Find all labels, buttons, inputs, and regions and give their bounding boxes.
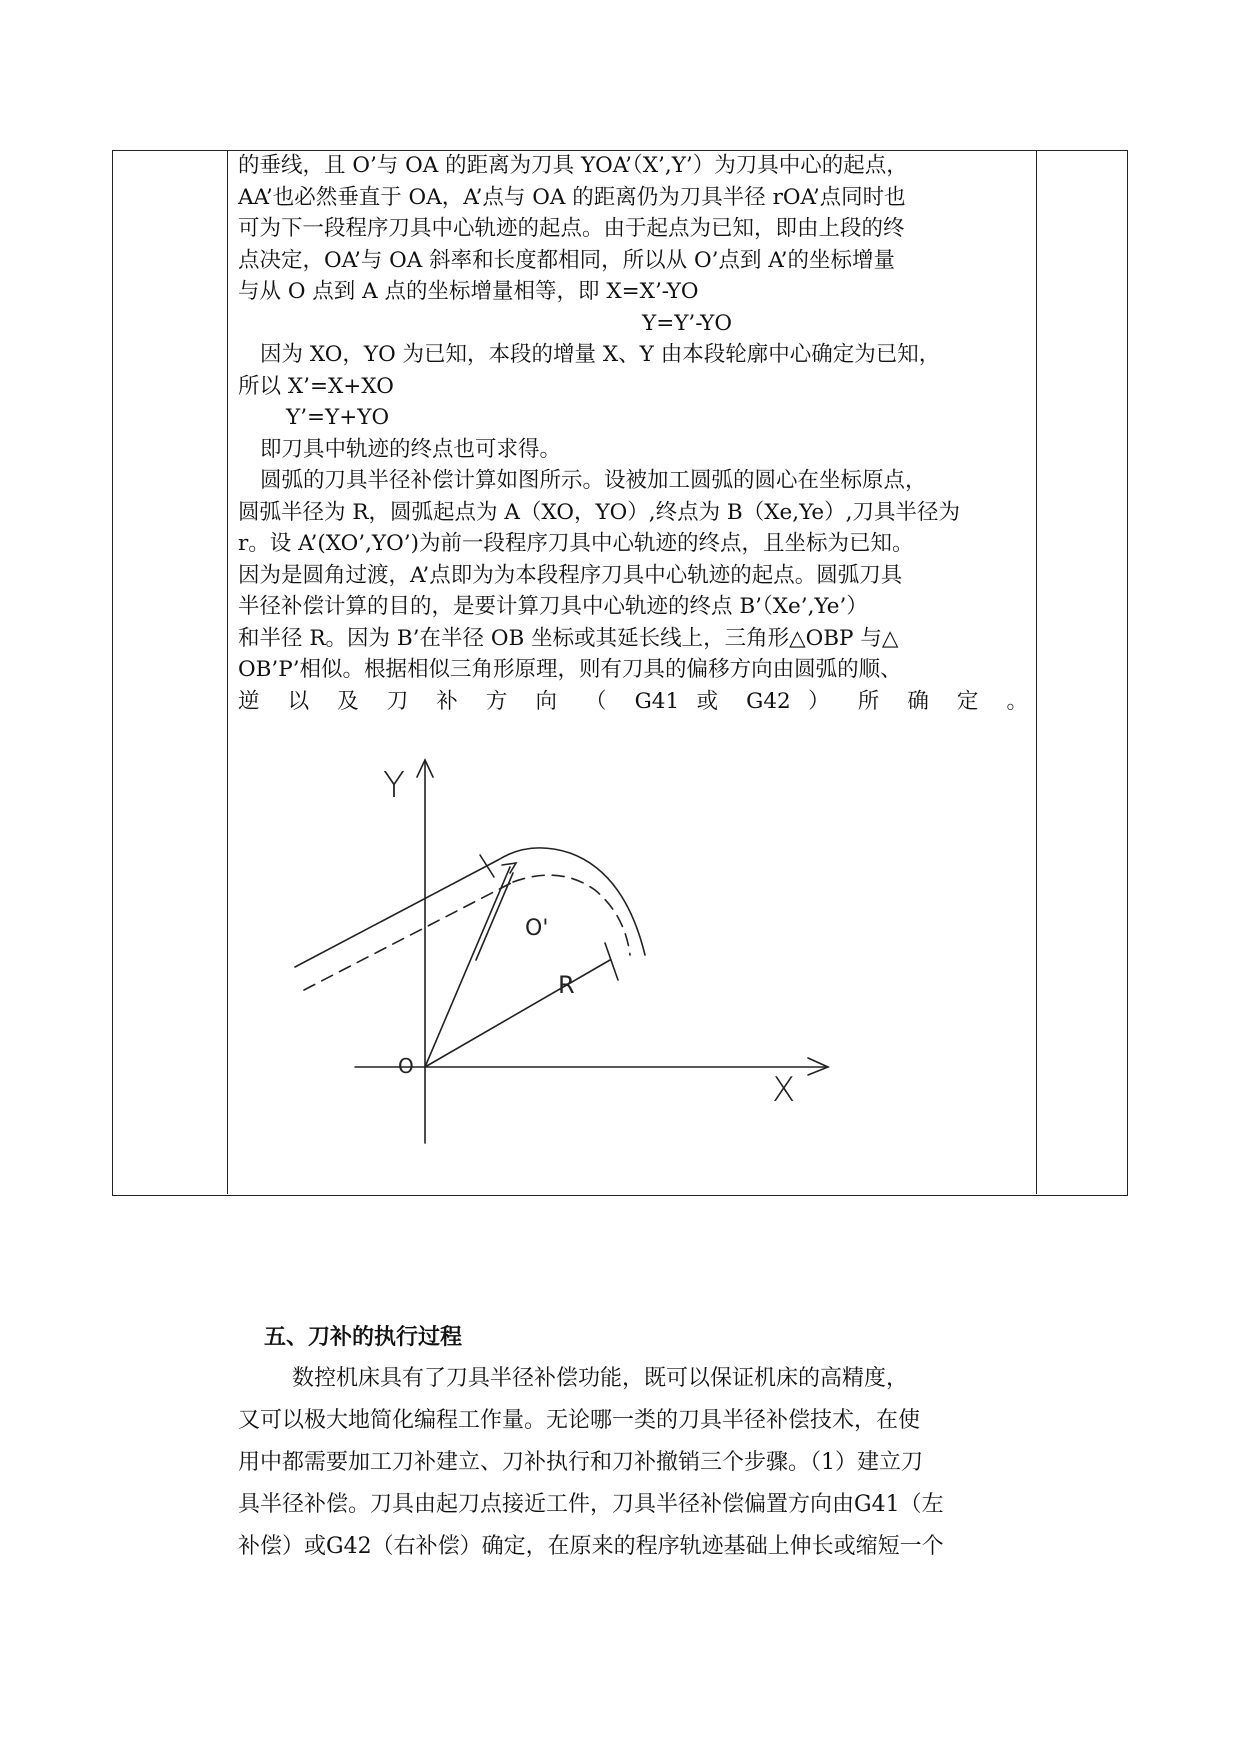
tool-center-path: [295, 860, 498, 967]
section-heading: 五、刀补的执行过程: [264, 1325, 463, 1350]
text-line: 可为下一段程序刀具中心轨迹的起点。由于起点为已知，即由上段的终: [238, 216, 905, 241]
y-axis-label: Y: [383, 765, 405, 806]
text-line: 因为 XO，YO 为已知，本段的增量 X、Y 由本段轮廓中心确定为已知，: [260, 342, 941, 367]
text-line: 具半径补偿。刀具由起刀点接近工件，刀具半径补偿偏置方向由G41（左: [238, 1492, 944, 1517]
document-body: [238, 150, 1028, 717]
text-line: 圆弧半径为 R，圆弧起点为 A（XO，YO）,终点为 B（Xe,Ye）,刀具半径为: [238, 499, 960, 525]
radius-line-a: [425, 867, 510, 1067]
contour-path-dashed: [304, 882, 513, 990]
text-line: 点决定，OA’与 OA 斜率和长度都相同，所以从 O’点到 A’的坐标增量: [238, 247, 895, 273]
text-line: 所以 X’=X+XO: [238, 373, 394, 399]
center-label: O': [525, 916, 549, 941]
offset-line: [476, 873, 513, 960]
text-line: 半径补偿计算的目的，是要计算刀具中心轨迹的终点 B’（Xe’,Ye’）: [238, 594, 868, 619]
tool-radius-compensation-figure: [280, 755, 840, 1155]
section-5-body: [238, 1358, 1028, 1568]
text-line: r。设 A’(XO’,YO’)为前一段程序刀具中心轨迹的终点，且坐标为已知。: [238, 531, 914, 556]
radius-line-b: [425, 960, 610, 1067]
text-line: 又可以极大地简化编程工作量。无论哪一类的刀具半径补偿技术，在使: [238, 1408, 921, 1433]
formula-line: Y=Y’-YO: [642, 310, 732, 336]
text-line: 即刀具中轨迹的终点也可求得。: [260, 436, 562, 462]
text-line: OB’P’相似。根据相似三角形原理，则有刀具的偏移方向由圆弧的顺、: [238, 657, 902, 682]
text-line: 因为是圆角过渡，A’点即为为本段程序刀具中心轨迹的起点。圆弧刀具: [238, 562, 903, 588]
tool-center-arc: [498, 848, 645, 955]
text-line: AA’也必然垂直于 OA，A’点与 OA 的距离仍为刀具半径 rOA’点同时也: [238, 184, 906, 210]
text-line: 用中都需要加工刀补建立、刀补执行和刀补撤销三个步骤。（1）建立刀: [238, 1450, 923, 1475]
text-line-justified: 逆 以 及 刀 补 方 向 （ G41 或 G42 ） 所 确 定 。: [238, 688, 1028, 714]
text-line: 圆弧的刀具半径补偿计算如图所示。设被加工圆弧的圆心在坐标原点，: [260, 468, 927, 493]
offset-tick: [480, 855, 494, 877]
x-axis-label: X: [772, 1070, 796, 1110]
formula-line: Y’=Y+YO: [286, 405, 390, 430]
table-column-divider-right: [1036, 150, 1037, 1194]
radius-label: R: [558, 971, 575, 999]
text-line: 与从 O 点到 A 点的坐标增量相等，即 X=X’-YO: [238, 279, 699, 304]
text-line: 的垂线，且 O’与 OA 的距离为刀具 YOA’（X’,Y’）为刀具中心的起点，: [238, 153, 908, 178]
text-line: 补偿）或G42（右补偿）确定，在原来的程序轨迹基础上伸长或缩短一个: [238, 1534, 944, 1559]
table-column-divider-left: [227, 150, 228, 1194]
origin-label: O: [398, 1054, 414, 1078]
text-line: 数控机床具有了刀具半径补偿功能，既可以保证机床的高精度，: [292, 1366, 909, 1391]
text-line: 和半径 R。因为 B’在半径 OB 坐标或其延长线上，三角形△OBP 与△: [238, 625, 899, 651]
